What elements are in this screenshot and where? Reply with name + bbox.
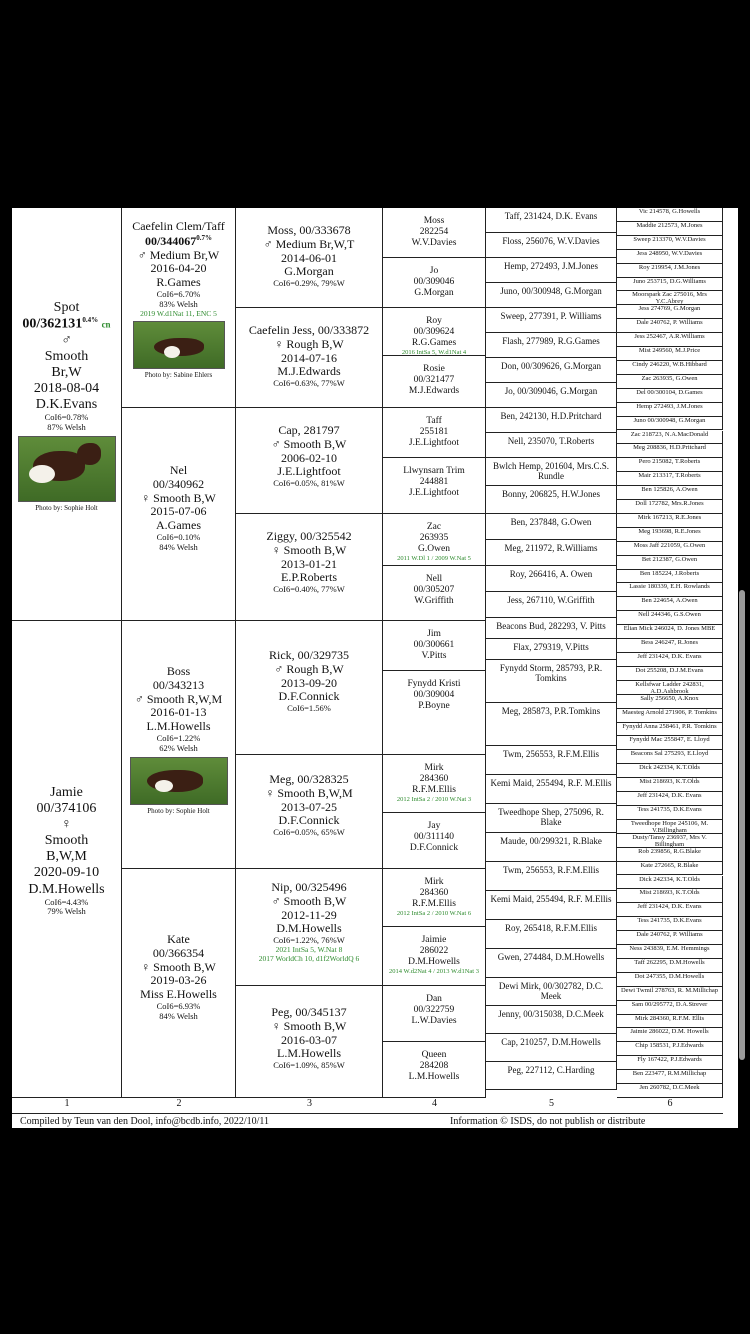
clem-photo bbox=[133, 321, 225, 369]
dog-gen6-19[interactable]: Pero 215082, T.Roberts bbox=[617, 458, 723, 472]
column-number-5: 5 bbox=[549, 1098, 554, 1109]
dog-gen6-5[interactable]: Roy 219954, J.M.Jones bbox=[617, 264, 723, 278]
dog-gen6-61[interactable]: Chip 158531, P.J.Edwards bbox=[617, 1042, 723, 1056]
dog-gen6-18[interactable]: Meg 208836, H.D.Pritchard bbox=[617, 444, 723, 458]
gen4-reg: 00/309004 bbox=[413, 689, 455, 700]
dog-gen4-2[interactable] bbox=[383, 258, 486, 308]
gen4-reg: 284360 bbox=[419, 773, 449, 784]
dog-gen6-21[interactable]: Ben 125826, A.Owen bbox=[617, 486, 723, 500]
dog-gen5-3[interactable]: Hemp, 272493, J.M.Jones bbox=[486, 258, 617, 283]
gen4-name: Rosie bbox=[423, 364, 445, 374]
dog-gen6-59[interactable]: Mirk 284360, R.F.M. Ellis bbox=[617, 1015, 723, 1029]
dog-gen5-4[interactable]: Juno, 00/300948, G.Morgan bbox=[486, 283, 617, 308]
dog-gen4-1[interactable] bbox=[383, 208, 486, 258]
dog-gen4-8[interactable] bbox=[383, 566, 486, 621]
dog-gen6-29[interactable]: Ben 224654, A.Owen bbox=[617, 597, 723, 611]
spot-photo bbox=[18, 436, 116, 502]
dog-gen5-7[interactable]: Don, 00/309626, G.Morgan bbox=[486, 358, 617, 383]
dog-peg[interactable]: Peg, 00/345137 ♀ Smooth B,W 2016-03-07 L.M.Howells CoI6=1.09%, 85%W bbox=[236, 986, 383, 1098]
dog-gen6-63[interactable]: Ben 223477, R.M.Millichap bbox=[617, 1070, 723, 1084]
gen4-breeder: R.G.Games bbox=[411, 337, 457, 348]
dog-gen6-53[interactable]: Dale 240762, P. Williams bbox=[617, 931, 723, 945]
dog-gen5-20[interactable]: Meg, 285873, P.R.Tomkins bbox=[486, 703, 617, 746]
gen4-reg: 00/309624 bbox=[413, 326, 455, 337]
dog-gen4-14[interactable] bbox=[383, 927, 486, 986]
boss-photo bbox=[130, 757, 228, 805]
dog-gen6-20[interactable]: Mair 213317, T.Roberts bbox=[617, 472, 723, 486]
gen4-award: 2012 IntSa 2 / 2010 W.Nat 6 bbox=[396, 909, 472, 917]
dog-gen6-41[interactable]: Dick 242334, K.T.Olds bbox=[617, 764, 723, 778]
dog-gen6-13[interactable]: Zac 263935, G.Owen bbox=[617, 375, 723, 389]
spot-reg: 00/362131 bbox=[22, 316, 83, 332]
dog-gen6-30[interactable]: Nell 244346, G.S.Owen bbox=[617, 611, 723, 625]
dog-gen6-16[interactable]: Juno 00/300948, G.Morgan bbox=[617, 417, 723, 431]
dog-gen6-54[interactable]: Ness 243839, E.M. Hemmings bbox=[617, 945, 723, 959]
dog-gen5-23[interactable]: Tweedhope Shep, 275096, R. Blake bbox=[486, 804, 617, 833]
gen4-reg: 00/309046 bbox=[413, 276, 455, 287]
dog-gen6-42[interactable]: Mist 218693, K.T.Olds bbox=[617, 778, 723, 792]
dog-gen5-25[interactable]: Twm, 256553, R.F.M.Ellis bbox=[486, 862, 617, 891]
dog-gen6-7[interactable]: Moorspark Zac 275016, Mrs Y.C.Abrey bbox=[617, 291, 723, 305]
gen4-breeder: W.Griffith bbox=[414, 595, 454, 606]
gen4-name: Fynydd Kristi bbox=[407, 679, 461, 689]
gen4-name: Llwynsarn Trim bbox=[403, 466, 465, 476]
gen4-breeder: G.Morgan bbox=[414, 287, 454, 298]
dog-gen6-31[interactable]: Elian Mick 246024, D. Jones MBE bbox=[617, 625, 723, 639]
gen4-breeder: P.Boyne bbox=[418, 700, 450, 711]
dog-gen5-29[interactable]: Dewi Mirk, 00/302782, D.C. Meek bbox=[486, 978, 617, 1006]
dog-gen6-60[interactable]: Jaimie 286022, D.M. Howells bbox=[617, 1028, 723, 1042]
dog-gen5-17[interactable]: Beacons Bud, 282293, V. Pitts bbox=[486, 618, 617, 639]
jamie-sex: ♀ bbox=[61, 817, 72, 833]
dog-gen5-2[interactable]: Floss, 256076, W.V.Davies bbox=[486, 233, 617, 258]
gen4-breeder: V.Pitts bbox=[421, 650, 447, 661]
dog-gen5-6[interactable]: Flash, 277989, R.G.Games bbox=[486, 333, 617, 358]
dog-gen4-16[interactable] bbox=[383, 1042, 486, 1098]
gen4-reg: 282254 bbox=[419, 226, 449, 237]
gen4-reg: 255181 bbox=[419, 426, 449, 437]
dog-gen6-15[interactable]: Hemp 272493, J.M.Jones bbox=[617, 403, 723, 417]
column-number-4: 4 bbox=[432, 1098, 437, 1109]
footer-copyright: Information © ISDS, do not publish or distribute bbox=[450, 1116, 646, 1127]
gen4-award: 2012 IntSa 2 / 2010 W.Nat 3 bbox=[396, 795, 472, 803]
column-number-3: 3 bbox=[307, 1098, 312, 1109]
pedigree-sheet bbox=[12, 208, 738, 1128]
dog-moss[interactable]: Moss, 00/333678 ♂ Medium Br,W,T 2014-06-01 G.Morgan CoI6=0.29%, 79%W bbox=[236, 208, 383, 308]
dog-gen6-64[interactable]: Jen 260782, D.C.Meek bbox=[617, 1084, 723, 1098]
dog-gen6-36[interactable]: Sally 256650, A.Knox bbox=[617, 695, 723, 709]
gen4-reg: 00/322759 bbox=[413, 1004, 455, 1015]
dog-gen5-32[interactable]: Peg, 227112, C.Harding bbox=[486, 1062, 617, 1090]
dog-gen5-5[interactable]: Sweep, 277391, P. Williams bbox=[486, 308, 617, 333]
dog-gen5-15[interactable]: Roy, 266416, A. Owen bbox=[486, 566, 617, 592]
gen4-breeder: D.F.Connick bbox=[409, 842, 459, 853]
gen4-breeder: J.E.Lightfoot bbox=[408, 487, 460, 498]
dog-gen6-35[interactable]: Kellsfwar Ladder 242831, A.D.Ashbrook bbox=[617, 681, 723, 695]
dog-gen5-9[interactable]: Ben, 242130, H.D.Pritchard bbox=[486, 408, 617, 433]
dog-gen5-22[interactable]: Kemi Maid, 255494, R.F. M.Ellis bbox=[486, 775, 617, 804]
dog-gen6-1[interactable]: Vic 214578, G.Howells bbox=[617, 208, 723, 222]
dog-gen6-23[interactable]: Mirk 167213, R.E.Jones bbox=[617, 514, 723, 528]
dog-gen5-31[interactable]: Cap, 210257, D.M.Howells bbox=[486, 1034, 617, 1062]
dog-gen5-16[interactable]: Jess, 267110, W.Griffith bbox=[486, 592, 617, 618]
dog-gen5-27[interactable]: Roy, 265418, R.F.M.Ellis bbox=[486, 920, 617, 949]
gen4-name: Dan bbox=[426, 994, 442, 1004]
dog-gen6-43[interactable]: Jeff 231424, D.K. Evans bbox=[617, 792, 723, 806]
dog-gen6-2[interactable]: Maddie 212573, M.Jones bbox=[617, 222, 723, 236]
gen4-breeder: L.W.Davies bbox=[411, 1015, 457, 1026]
footer-compiled: Compiled by Teun van den Dool, info@bcdb.info, 2022/10/11 bbox=[20, 1116, 270, 1127]
dog-gen5-21[interactable]: Twm, 256553, R.F.M.Ellis bbox=[486, 746, 617, 775]
spot-sex: ♂ bbox=[61, 332, 72, 348]
dog-clem[interactable]: Caefelin Clem/Taff $00/344067^{0.7\%}$ ♂ Medium Br,W 2016-04-20 R.Games CoI6=6.70% 83% Welsh 2019 W.d1Nat 11, ENC 5 Photo by: Sabine Ehlers bbox=[122, 208, 236, 408]
dog-gen6-38[interactable]: Fynydd Anna 258461, P.R. Tomkins bbox=[617, 723, 723, 737]
gen4-award: 2016 IntSa 5, W.d1Nat 4 bbox=[401, 348, 467, 356]
dog-cap[interactable]: Cap, 281797 ♂ Smooth B,W 2006-02-10 J.E.Lightfoot CoI6=0.05%, 81%W bbox=[236, 408, 383, 514]
dog-jamie[interactable]: Jamie 00/374106 ♀ Smooth B,W,M 2020-09-10 D.M.Howells CoI6=4.43% 79% Welsh bbox=[12, 621, 122, 1098]
gen4-name: Mirk bbox=[424, 763, 444, 773]
dog-kate[interactable]: Kate 00/366354 ♀ Smooth B,W 2019-03-26 Miss E.Howells CoI6=6.93% 84% Welsh bbox=[122, 869, 236, 1098]
gen4-name: Zac bbox=[426, 522, 442, 532]
gen4-breeder: J.E.Lightfoot bbox=[408, 437, 460, 448]
dog-gen6-10[interactable]: Jess 252467, A.R.Williams bbox=[617, 333, 723, 347]
gen4-reg: 286022 bbox=[419, 945, 449, 956]
column-number-6: 6 bbox=[667, 1098, 673, 1109]
gen4-name: Taff bbox=[426, 416, 442, 426]
dog-gen5-14[interactable]: Meg, 211972, R.Williams bbox=[486, 540, 617, 566]
dog-gen6-58[interactable]: Sam 00/295772, D.A.Strever bbox=[617, 1001, 723, 1015]
gen4-reg: 284208 bbox=[419, 1060, 449, 1071]
dog-gen5-12[interactable]: Bonny, 206825, H.W.Jones bbox=[486, 486, 617, 514]
dog-spot[interactable]: Spot $00/362131^{0.4\%}$ cn ♂ Smooth Br,W 2018-08-04 D.K.Evans CoI6=0.78% 87% Welsh Photo by: Sophie Holt bbox=[12, 208, 122, 621]
dog-gen6-12[interactable]: Cindy 246220, W.B.Hibbard bbox=[617, 361, 723, 375]
dog-gen6-26[interactable]: Bet 212387, G.Owen bbox=[617, 556, 723, 570]
dog-gen6-62[interactable]: Fly 167422, P.J.Edwards bbox=[617, 1056, 723, 1070]
dog-gen5-26[interactable]: Kemi Maid, 255494, R.F. M.Ellis bbox=[486, 891, 617, 920]
dog-gen5-13[interactable]: Ben, 237848, G.Owen bbox=[486, 514, 617, 540]
dog-gen5-19[interactable]: Fynydd Storm, 285793, P.R. Tomkins bbox=[486, 660, 617, 703]
dog-gen6-14[interactable]: Del 00/300104, D.Games bbox=[617, 389, 723, 403]
dog-gen6-28[interactable]: Lassie 180339, E.H. Rowlands bbox=[617, 583, 723, 597]
dog-nel[interactable]: Nel 00/340962 ♀ Smooth B,W 2015-07-06 A.Games CoI6=0.10% 84% Welsh bbox=[122, 408, 236, 621]
dog-gen5-24[interactable]: Maude, 00/299321, R.Blake bbox=[486, 833, 617, 862]
dog-gen4-9[interactable] bbox=[383, 621, 486, 671]
dog-gen6-33[interactable]: Jeff 231424, D.K. Evans bbox=[617, 653, 723, 667]
dog-gen5-28[interactable]: Gwen, 274484, D.M.Howells bbox=[486, 949, 617, 978]
dog-gen6-9[interactable]: Dale 240762, P. Williams bbox=[617, 319, 723, 333]
dog-ziggy[interactable]: Ziggy, 00/325542 ♀ Smooth B,W 2013-01-21 E.P.Roberts CoI6=0.40%, 77%W bbox=[236, 514, 383, 621]
gen4-reg: 244881 bbox=[419, 476, 449, 487]
column-number-2: 2 bbox=[176, 1098, 182, 1109]
dog-gen4-3[interactable] bbox=[383, 308, 486, 356]
gen4-reg: 263935 bbox=[419, 532, 449, 543]
dog-gen6-34[interactable]: Dot 255208, D.J.M.Evans bbox=[617, 667, 723, 681]
dog-gen6-3[interactable]: Sweep 213370, W.V.Davies bbox=[617, 236, 723, 250]
gen4-award: 2014 W.d2Nat 4 / 2013 W.d1Nat 3 bbox=[389, 967, 479, 975]
gen4-reg: 284360 bbox=[419, 887, 449, 898]
gen4-breeder: W.V.Davies bbox=[411, 237, 457, 248]
dog-caefelin-jess[interactable]: Caefelin Jess, 00/333872 ♀ Rough B,W 2014-07-16 M.J.Edwards CoI6=0.63%, 77%W bbox=[236, 308, 383, 408]
gen4-name: Queen bbox=[421, 1050, 447, 1060]
dog-gen6-11[interactable]: Mist 249560, M.J.Price bbox=[617, 347, 723, 361]
gen4-name: Jim bbox=[427, 629, 441, 639]
gen4-reg: 00/321477 bbox=[413, 374, 455, 385]
dog-gen4-15[interactable] bbox=[383, 986, 486, 1042]
gen4-name: Jo bbox=[429, 266, 439, 276]
dog-gen6-46[interactable]: Dusty/Tansy 236937, Mrs V. Billingham bbox=[617, 834, 723, 848]
dog-gen5-8[interactable]: Jo, 00/309046, G.Morgan bbox=[486, 383, 617, 408]
dog-gen6-24[interactable]: Meg 193698, R.E.Jones bbox=[617, 528, 723, 542]
dog-gen5-11[interactable]: Bwlch Hemp, 201604, Mrs.C.S. Rundle bbox=[486, 458, 617, 486]
spot-name: Spot bbox=[53, 300, 80, 315]
dog-gen6-50[interactable]: Mist 218693, K.T.Olds bbox=[617, 889, 723, 903]
scrollbar[interactable] bbox=[739, 590, 745, 1060]
gen4-reg: 00/305207 bbox=[413, 584, 455, 595]
dog-gen6-47[interactable]: Rob 239856, R.G.Blake bbox=[617, 848, 723, 862]
dog-gen4-5[interactable] bbox=[383, 408, 486, 458]
dog-rick[interactable]: Rick, 00/329735 ♂ Rough B,W 2013-09-20 D.F.Connick CoI6=1.56% bbox=[236, 621, 383, 755]
dog-gen4-10[interactable] bbox=[383, 671, 486, 755]
dog-gen6-4[interactable]: Jess 248950, W.V.Davies bbox=[617, 250, 723, 264]
dog-gen4-12[interactable] bbox=[383, 813, 486, 869]
dog-gen6-32[interactable]: Bess 246247, R.Jones bbox=[617, 639, 723, 653]
dog-gen5-18[interactable]: Flax, 279319, V.Pitts bbox=[486, 639, 617, 660]
dog-gen6-56[interactable]: Dot 247355, D.M.Howells bbox=[617, 973, 723, 987]
gen4-name: Roy bbox=[426, 316, 442, 326]
dog-gen4-6[interactable] bbox=[383, 458, 486, 514]
gen4-breeder: L.M.Howells bbox=[408, 1071, 460, 1082]
dog-gen5-1[interactable]: Taff, 231424, D.K. Evans bbox=[486, 208, 617, 233]
dog-gen6-17[interactable]: Zac 218723, N.A.MacDonald bbox=[617, 431, 723, 445]
dog-gen6-22[interactable]: Doll 172782, Mrs.R.Jones bbox=[617, 500, 723, 514]
gen4-name: Mirk bbox=[424, 877, 444, 887]
dog-boss[interactable]: Boss 00/343213 ♂ Smooth R,W,M 2016-01-13 L.M.Howells CoI6=1.22% 62% Welsh Photo by: Sophie Holt bbox=[122, 621, 236, 869]
dog-gen6-45[interactable]: Tweedhope Hope 245106, M. V.Billingham bbox=[617, 820, 723, 834]
dog-gen6-40[interactable]: Beacons Sal 275293, E.Lloyd bbox=[617, 750, 723, 764]
dog-gen6-48[interactable]: Kate 272665, R.Blake bbox=[617, 862, 723, 876]
gen4-breeder: G.Owen bbox=[418, 543, 450, 554]
column-number-1: 1 bbox=[64, 1098, 70, 1109]
dog-gen4-4[interactable] bbox=[383, 356, 486, 408]
dog-nip[interactable]: Nip, 00/325496 ♂ Smooth B,W 2012-11-29 D.M.Howells CoI6=1.22%, 76%W 2021 IntSa 5, W.Nat 8 2017 WorldCh 10, d1f2WorldQ 6 bbox=[236, 869, 383, 986]
dog-gen5-10[interactable]: Nell, 235070, T.Roberts bbox=[486, 433, 617, 458]
dog-gen6-39[interactable]: Fynydd Mac 255847, E. Lloyd bbox=[617, 736, 723, 750]
dog-gen6-55[interactable]: Taff 262295, D.M.Howells bbox=[617, 959, 723, 973]
dog-gen6-25[interactable]: Moss Jaff 221059, G.Owen bbox=[617, 542, 723, 556]
gen4-award: 2011 W.Dl 1 / 2009 W.Nat 5 bbox=[397, 554, 471, 562]
dog-gen6-6[interactable]: Juno 253715, D.G.Williams bbox=[617, 278, 723, 292]
gen4-reg: 00/311140 bbox=[414, 831, 454, 842]
dog-gen6-49[interactable]: Dick 242334, K.T.Olds bbox=[617, 876, 723, 890]
dog-gen4-7[interactable] bbox=[383, 514, 486, 566]
dog-gen4-11[interactable] bbox=[383, 755, 486, 813]
dog-gen6-37[interactable]: Maesteg Arnold 271906, P. Tomkins bbox=[617, 709, 723, 723]
gen4-breeder: R.F.M.Ellis bbox=[412, 784, 456, 795]
gen4-name: Jaimie bbox=[421, 935, 447, 945]
gen4-reg: 00/300661 bbox=[413, 639, 455, 650]
dog-gen6-57[interactable]: Dewi Twmil 278763, R. M.Millichap bbox=[617, 987, 723, 1001]
gen4-name: Moss bbox=[423, 216, 445, 226]
dog-gen6-51[interactable]: Jeff 231424, D.K. Evans bbox=[617, 903, 723, 917]
gen4-name: Nell bbox=[425, 574, 443, 584]
dog-gen6-52[interactable]: Tess 241735, D.K.Evans bbox=[617, 917, 723, 931]
gen4-breeder: D.M.Howells bbox=[408, 956, 460, 967]
gen4-breeder: M.J.Edwards bbox=[408, 385, 460, 396]
gen4-breeder: R.F.M.Ellis bbox=[412, 898, 456, 909]
dog-gen6-44[interactable]: Tess 241735, D.K.Evans bbox=[617, 806, 723, 820]
dog-gen6-27[interactable]: Ben 185224, J.Roberts bbox=[617, 570, 723, 584]
dog-gen5-30[interactable]: Jenny, 00/315038, D.C.Meek bbox=[486, 1006, 617, 1034]
dog-gen6-8[interactable]: Jess 274769, G.Morgan bbox=[617, 305, 723, 319]
dog-gen4-13[interactable] bbox=[383, 869, 486, 927]
gen4-name: Jay bbox=[427, 821, 441, 831]
dog-meg[interactable]: Meg, 00/328325 ♀ Smooth B,W,M 2013-07-25 D.F.Connick CoI6=0.05%, 65%W bbox=[236, 755, 383, 869]
